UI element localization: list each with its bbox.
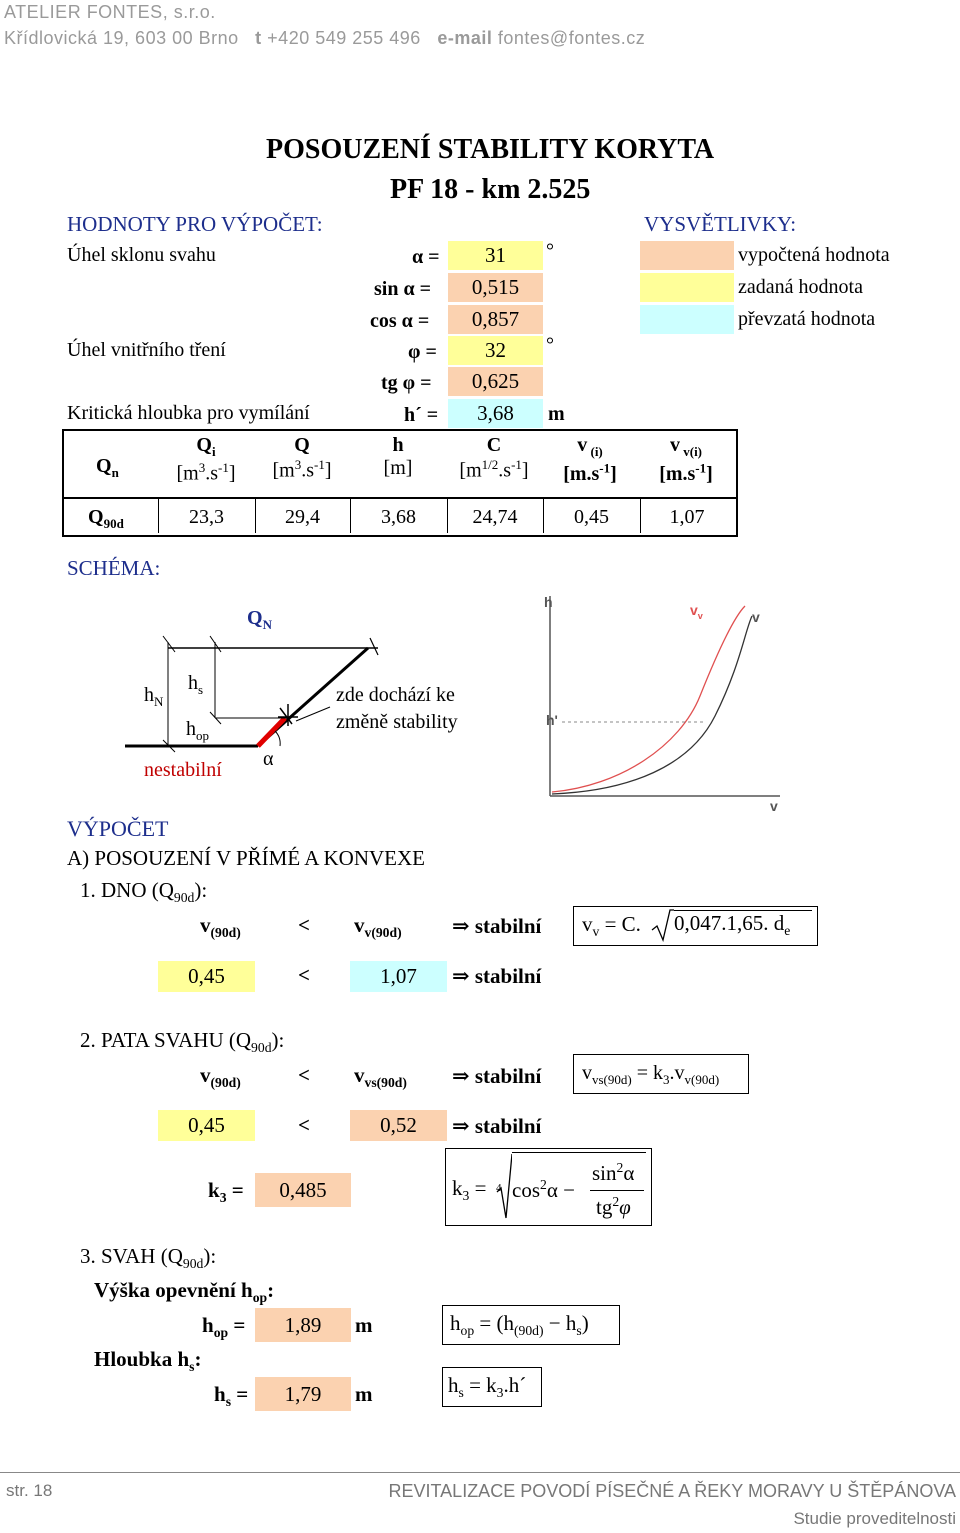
email-address: fontes@fontes.cz (497, 28, 646, 48)
table-cell: 3,68 (381, 506, 416, 528)
calc-s3-hs-label: $h_s$ = (214, 1382, 249, 1410)
input-sym-sin: sin α = (374, 278, 432, 300)
degree-unit-phi: ° (546, 334, 554, 356)
calc-s2-rhs: $v_{vs(90d)}$ (354, 1063, 407, 1091)
sqrt-bar (512, 1152, 646, 1153)
calc-s1-op: < (298, 913, 310, 937)
table-header-h: h [m] (383, 434, 413, 479)
calc-k3-formula-cos: $\cos^2\alpha$ − (512, 1177, 575, 1202)
schema-hs-label: $h_s$ (188, 672, 204, 697)
degree-unit-alpha: ° (546, 240, 554, 262)
legend-swatch-computed (640, 241, 734, 270)
calc-s2-result: ⇒ stabilní (452, 1064, 542, 1088)
schema-alpha-label: α (263, 748, 274, 770)
table-header-c: C $[m^{1/2}.s^{-1}]$ (459, 434, 529, 482)
table-header-qi: $Q_i$ $[m^3.s^{-1}]$ (176, 434, 236, 485)
angle-arc (275, 731, 280, 746)
tel-label: t (255, 28, 262, 48)
input-value-hcrit: 3,68 (448, 399, 543, 428)
graph-hcrit-label: h' (546, 712, 558, 728)
input-sym-alpha: α = (412, 246, 440, 268)
calc-k3-label: $k_3$ = (208, 1178, 244, 1206)
company-address: Křídlovická 19, 603 00 Brno (4, 28, 239, 48)
company-contact (4, 28, 645, 49)
calc-s3-hs-value: 1,79 (255, 1377, 351, 1411)
schema-qn-label: $Q_N$ (247, 607, 272, 632)
input-desc-phi: Úhel vnitřního tření (67, 339, 226, 361)
calc-k3-formula-lhs: $k_3$ = (452, 1176, 487, 1204)
calc-s3-formula-hs-text: $h_s$ = $k_3.h´$ (448, 1373, 527, 1401)
schema-note-line1: zde dochází ke (336, 684, 455, 706)
calc-s2-value-v: 0,45 (158, 1110, 255, 1141)
input-sym-phi: φ = (408, 341, 437, 363)
footer-page: str. 18 (6, 1481, 53, 1500)
table-row-label: $Q_n$ (96, 455, 119, 480)
calc-s1-title: 1. DNO $(Q_{90d})$: (80, 878, 208, 906)
calc-s1-result: ⇒ stabilní (452, 914, 542, 938)
protection-line (258, 718, 285, 746)
calc-s2-value-vs: 0,52 (350, 1110, 447, 1141)
footer-study: Studie proveditelnosti (793, 1509, 956, 1528)
input-desc-hcrit: Kritická hloubka pro vymílání (67, 402, 310, 424)
schema-heading: SCHÉMA: (67, 556, 161, 580)
table-cell: 23,3 (189, 506, 224, 528)
calc-k3-formula-num: $\sin^2\alpha$ (592, 1160, 635, 1185)
input-value-phi: 32 (448, 336, 543, 365)
tel-number: +420 549 255 496 (267, 28, 421, 48)
calc-s1-formula-lhs: $v_v = C$. (582, 912, 641, 940)
schema-note-line2: změně stability (336, 711, 458, 733)
calc-s3-hop-unit: m (355, 1313, 373, 1337)
legend-heading: VYSVĚTLIVKY: (644, 212, 797, 236)
table-divider (62, 497, 736, 499)
calc-k3-value: 0,485 (255, 1173, 351, 1207)
calc-k3-formula-den: $tg^2\varphi$ (596, 1194, 631, 1219)
email-label: e-mail (437, 28, 493, 48)
input-value-sin: 0,515 (448, 273, 543, 302)
calc-s2-title: 2. PATA SVAHU $(Q_{90d})$: (80, 1028, 285, 1056)
input-value-cos: 0,857 (448, 305, 543, 334)
schema-hop-label: $h_{op}$ (186, 718, 209, 743)
calc-s1-value-v: 0,45 (158, 961, 255, 992)
page-title: POSOUZENÍ STABILITY KORYTA (266, 134, 715, 165)
page-subtitle: PF 18 - km 2.525 (390, 174, 591, 205)
table-cell: 29,4 (285, 506, 320, 528)
input-unit-hcrit: m (548, 403, 565, 425)
curve-vv (552, 606, 745, 792)
input-heading: HODNOTY PRO VÝPOČET: (67, 212, 323, 236)
input-value-tgphi: 0,625 (448, 367, 543, 396)
calc-s3-hop-value: 1,89 (255, 1308, 351, 1342)
table-header-vi: v $_{(i)}$ $[m.s^{-1}]$ (563, 434, 617, 485)
calc-s1-value-vv: 1,07 (350, 961, 447, 992)
calc-s1-formula-root: 0,047.1,65. $d_e$ (674, 910, 812, 939)
graph-axis-v-label: v (770, 798, 778, 814)
calc-s1-lhs: $v_{(90d)}$ (200, 913, 241, 941)
curve-v (552, 616, 752, 794)
calc-s3-hs-unit: m (355, 1382, 373, 1406)
schema-hn-label: $h_N$ (144, 684, 164, 709)
table-header-vvi: v $_{v(i)}$ $[m.s^{-1}]$ (659, 434, 713, 485)
legend-label-given: zadaná hodnota (738, 276, 863, 298)
calc-s3-formula-hop-text: $h_{op} = (h_{(90d)} - h_s)$ (450, 1311, 589, 1339)
dim-tick (163, 636, 175, 652)
calc-s1-op2: < (298, 963, 310, 987)
graph-h-label: h (544, 594, 553, 610)
calc-heading: VÝPOČET (67, 816, 169, 841)
calc-s2-lhs: $v_{(90d)}$ (200, 1063, 241, 1091)
table-header-q: Q $[m^3.s^{-1}]$ (272, 434, 332, 482)
calc-s3-title: 3. SVAH $(Q_{90d})$: (80, 1244, 217, 1272)
calc-section-a: A) POSOUZENÍ V PŘÍMÉ A KONVEXE (67, 846, 425, 870)
legend-label-adopted: převzatá hodnota (738, 308, 876, 330)
footer-divider (0, 1472, 960, 1473)
calc-s1-result2: ⇒ stabilní (452, 964, 542, 988)
table-cell: 1,07 (669, 506, 705, 528)
input-desc-alpha: Úhel sklonu svahu (67, 244, 216, 266)
input-sym-hcrit: h´ = (404, 404, 439, 426)
company-name: ATELIER FONTES, s.r.o. (4, 2, 216, 22)
legend-label-computed: vypočtená hodnota (738, 244, 890, 266)
graph-vv-label: $v_v$ (690, 602, 703, 621)
schema-unstable-label: nestabilní (144, 759, 222, 781)
fraction-bar (590, 1190, 644, 1191)
sqrt-symbol (496, 1152, 512, 1222)
input-sym-cos: cos α = (370, 310, 430, 332)
calc-s3-hs-heading: Hloubka $h_s$: (94, 1347, 202, 1375)
calc-k3-root-index: 4 (496, 1182, 502, 1194)
calc-s3-hop-label: $h_{op}$ = (202, 1313, 246, 1341)
calc-s2-op2: < (298, 1113, 310, 1137)
calc-s1-rhs: $v_{v(90d)}$ (354, 913, 402, 941)
input-sym-tgphi: tg φ = (381, 372, 432, 394)
calc-s3-hop-heading: Výška opevnění $h_{op}$: (94, 1278, 275, 1306)
table-cell: 24,74 (472, 506, 518, 528)
water-tick (370, 638, 378, 655)
legend-swatch-given (640, 273, 734, 302)
calc-s2-formula-text: $v_{vs(90d)} = k_3.v_{v(90d)}$ (582, 1062, 720, 1087)
calc-s2-op: < (298, 1063, 310, 1087)
sqrt-symbol (650, 908, 674, 942)
calc-s2-result2: ⇒ stabilní (452, 1114, 542, 1138)
input-value-alpha: 31 (448, 241, 543, 270)
table-cell: 0,45 (574, 506, 609, 528)
graph-v-label: v (752, 609, 760, 625)
legend-swatch-adopted (640, 305, 734, 334)
footer-project: REVITALIZACE POVODÍ PÍSEČNÉ A ŘEKY MORAVY U ŠTĚPÁNOVA (388, 1481, 956, 1501)
table-data-label: $Q_{90d}$ (88, 506, 124, 531)
